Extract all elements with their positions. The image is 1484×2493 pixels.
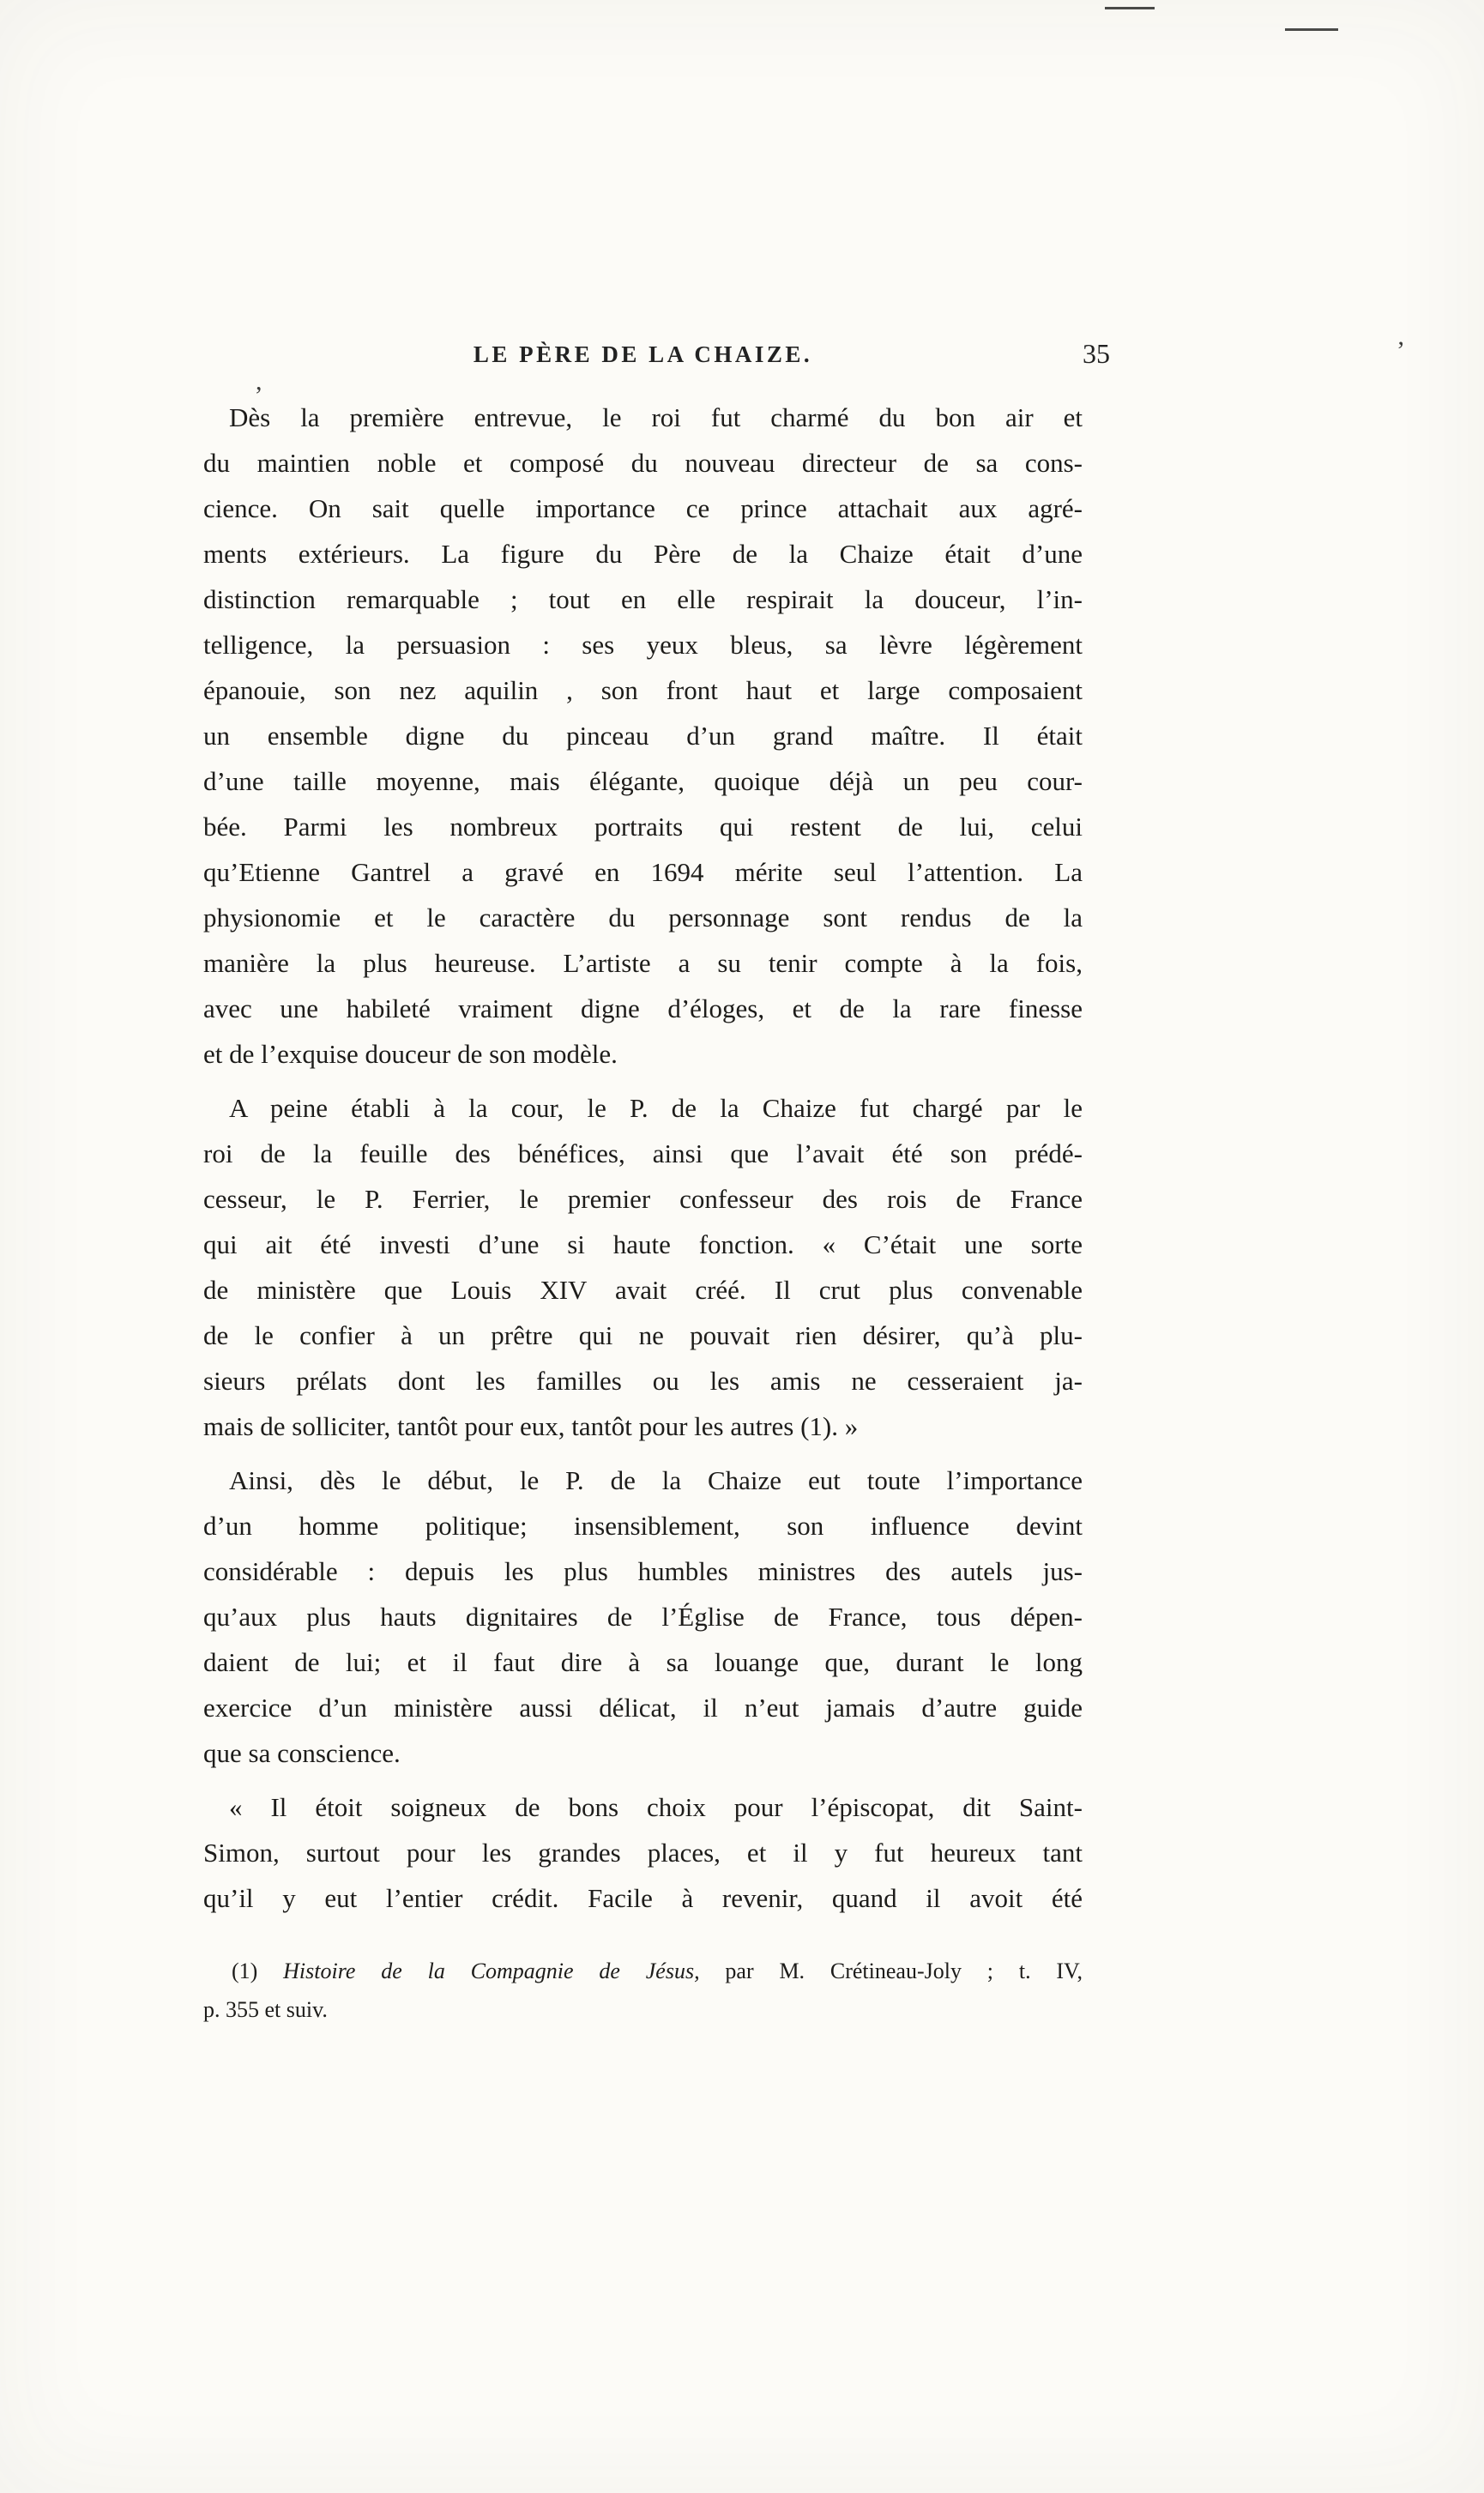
footnote-line-1: [203, 1952, 1083, 1990]
footnote-book-title: Histoire de la Compagnie de Jésus,: [283, 1959, 700, 1983]
text-line: bée. Parmi les nombreux portraits qui restent de lui, celui: [203, 812, 1083, 842]
running-header: [203, 338, 1110, 379]
text-line: sieurs prélats dont les familles ou les amis ne cesseraient ja-: [203, 1366, 1083, 1396]
text-line: de le confier à un prêtre qui ne pouvait rien désirer, qu’à plu-: [203, 1320, 1083, 1350]
page-content: [203, 338, 1110, 2029]
text-line: qu’Etienne Gantrel a gravé en 1694 mérite seul l’attention. La: [203, 857, 1083, 887]
text-line: A peine établi à la cour, le P. de la Chaize fut chargé par le: [229, 1093, 1083, 1123]
scan-mark-dash-2: [1285, 28, 1338, 31]
text-line: et de l’exquise douceur de son modèle.: [203, 1039, 618, 1069]
text-line: qu’il y eut l’entier crédit. Facile à revenir, quand il avoit été: [203, 1883, 1083, 1913]
text-line: Dès la première entrevue, le roi fut charmé du bon air et: [229, 402, 1083, 432]
text-line: distinction remarquable ; tout en elle respirait la douceur, l’in-: [203, 584, 1083, 614]
text-line: du maintien noble et composé du nouveau directeur de sa cons-: [203, 448, 1083, 478]
text-line: épanouie, son nez aquilin , son front haut et large composaient: [203, 675, 1083, 705]
text-line: telligence, la persuasion : ses yeux bleus, sa lèvre légèrement: [203, 630, 1083, 660]
text-line: physionomie et le caractère du personnage sont rendus de la: [203, 902, 1083, 933]
text-line: Simon, surtout pour les grandes places, et il y fut heureux tant: [203, 1838, 1083, 1868]
text-line: un ensemble digne du pinceau d’un grand maître. Il était: [203, 721, 1083, 751]
scan-mark-apostrophe: ’: [1397, 336, 1405, 365]
text-line: mais de solliciter, tantôt pour eux, tantôt pour les autres (1). »: [203, 1411, 859, 1441]
text-line: roi de la feuille des bénéfices, ainsi que l’avait été son prédé-: [203, 1138, 1083, 1168]
running-header-title: LE PÈRE DE LA CHAIZE.: [473, 341, 813, 367]
scan-mark-dash-1: [1105, 7, 1155, 9]
text-line: considérable : depuis les plus humbles ministres des autels jus-: [203, 1556, 1083, 1586]
footnote: [203, 1952, 1083, 2029]
text-line: que sa conscience.: [203, 1738, 401, 1768]
paragraph-1: [203, 395, 1083, 1077]
text-line: qu’aux plus hauts dignitaires de l’Église de France, tous dépen-: [203, 1602, 1083, 1632]
footnote-citation: par M. Crétineau-Joly ; t. IV,: [699, 1959, 1083, 1983]
text-line: cesseur, le P. Ferrier, le premier confesseur des rois de France: [203, 1184, 1083, 1214]
paragraph-3: [203, 1458, 1083, 1776]
text-line: Ainsi, dès le début, le P. de la Chaize eut toute l’importance: [229, 1465, 1083, 1495]
text-line: d’une taille moyenne, mais élégante, quoique déjà un peu cour-: [203, 766, 1083, 796]
footnote-line-2: p. 355 et suiv.: [203, 1997, 328, 2022]
page-number: 35: [1083, 338, 1110, 369]
paragraph-4: [203, 1784, 1083, 1921]
text-line: daient de lui; et il faut dire à sa louange que, durant le long: [203, 1647, 1083, 1677]
text-line: exercice d’un ministère aussi délicat, il n’eut jamais d’autre guide: [203, 1693, 1083, 1723]
text-line: manière la plus heureuse. L’artiste a su tenir compte à la fois,: [203, 948, 1083, 978]
text-line: qui ait été investi d’une si haute fonction. « C’était une sorte: [203, 1229, 1083, 1259]
text-line: cience. On sait quelle importance ce prince attachait aux agré-: [203, 493, 1083, 523]
text-line: « Il étoit soigneux de bons choix pour l’épiscopat, dit Saint-: [229, 1792, 1083, 1822]
text-line: de ministère que Louis XIV avait créé. Il crut plus convenable: [203, 1275, 1083, 1305]
paragraph-2: [203, 1085, 1083, 1449]
text-line: d’un homme politique; insensiblement, son influence devint: [203, 1511, 1083, 1541]
text-line: ments extérieurs. La figure du Père de la Chaize était d’une: [203, 539, 1083, 569]
footnote-marker: (1): [232, 1959, 284, 1983]
text-line: avec une habileté vraiment digne d’éloges, et de la rare finesse: [203, 993, 1083, 1023]
scan-mark-comma: ,: [256, 367, 262, 395]
